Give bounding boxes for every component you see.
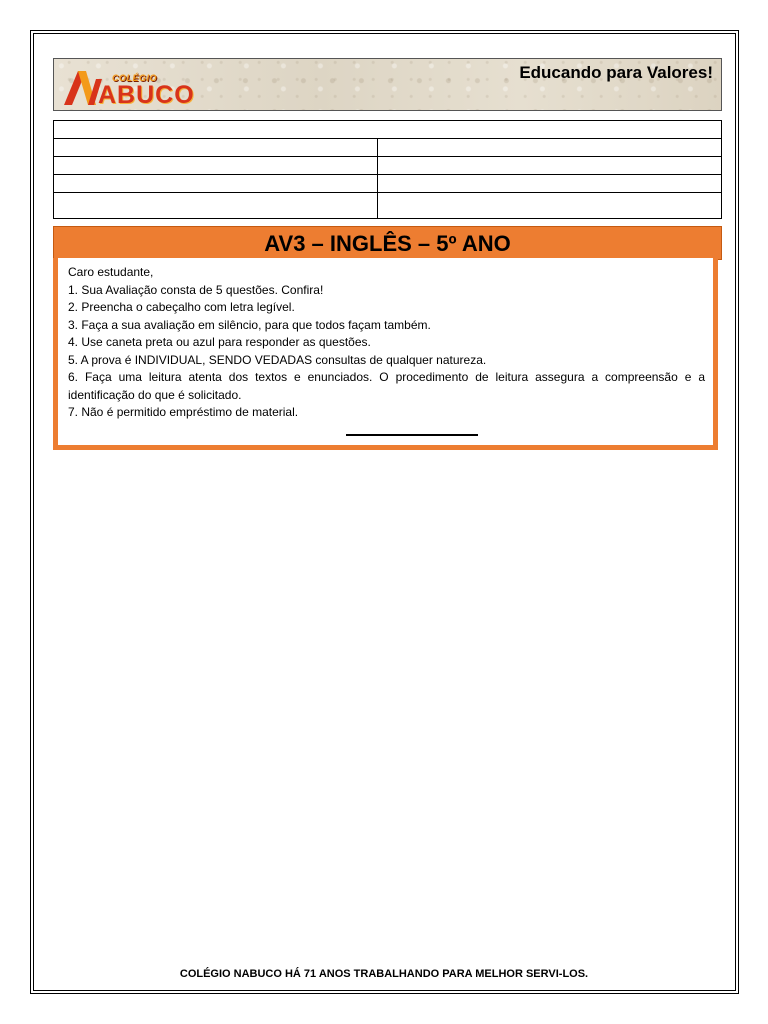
table-row: [54, 121, 722, 139]
table-row: [54, 157, 722, 175]
school-logo: [62, 65, 194, 109]
info-field[interactable]: [378, 175, 722, 193]
instruction-item: 2. Preencha o cabeçalho com letra legível.: [68, 300, 295, 314]
instruction-item: 4. Use caneta preta ou azul para responder as questões.: [68, 335, 371, 349]
instruction-item: 1. Sua Avaliação consta de 5 questões. Confira!: [68, 282, 324, 297]
info-field[interactable]: [378, 139, 722, 157]
instruction-item: 3. Faça a sua avaliação em silêncio, para que todos façam também.: [68, 317, 431, 332]
table-row: [54, 175, 722, 193]
info-field[interactable]: [378, 157, 722, 175]
exam-title-bar: [53, 226, 722, 260]
info-field[interactable]: [54, 193, 378, 219]
info-field[interactable]: [378, 193, 722, 219]
slogan: Educando para Valores!: [519, 63, 713, 82]
logo-text-big: ABUCO: [98, 81, 195, 109]
logo-text-small: COLÉGIO: [112, 73, 158, 83]
instructions-greeting: Caro estudante,: [68, 265, 154, 279]
instruction-item: 7. Não é permitido empréstimo de material.: [68, 405, 299, 419]
info-field[interactable]: [54, 139, 378, 157]
info-field[interactable]: [54, 121, 722, 139]
info-field[interactable]: [54, 157, 378, 175]
signature-line: [346, 434, 478, 436]
table-row: [54, 139, 722, 157]
instruction-item: 5. A prova é INDIVIDUAL, SENDO VEDADAS consultas de qualquer natureza.: [68, 352, 487, 367]
header-banner: [53, 58, 722, 111]
info-field[interactable]: [54, 175, 378, 193]
instruction-item: 6. Faça uma leitura atenta dos textos e enunciados. O procedimento de leitura assegura a compreensão e a identificação do que é solicitado.: [68, 370, 705, 402]
student-info-table: [53, 120, 722, 219]
footer-text: COLÉGIO NABUCO HÁ 71 ANOS TRABALHANDO PARA MELHOR SERVI-LOS.: [179, 968, 589, 980]
table-row: [54, 193, 722, 219]
exam-title: AV3 – INGLÊS – 5º ANO: [264, 231, 511, 256]
instructions-box: [53, 258, 718, 450]
